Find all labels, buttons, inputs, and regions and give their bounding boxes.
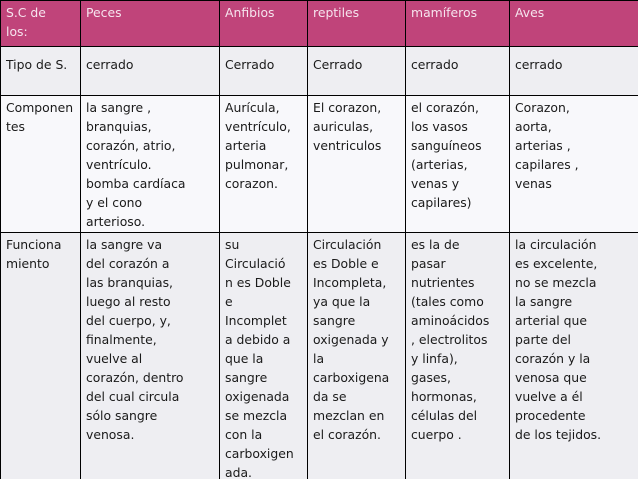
table-row-tipo (1, 47, 638, 96)
row-label-tipo: Tipo de S. (1, 47, 81, 96)
table-cell: la sangre va del corazón a las branquias, luego al resto del cuerpo, y, finalmente, vuelve al corazón, dentro del cual circula sólo sangre venosa. (81, 233, 220, 479)
table-cell: cerrado (406, 47, 510, 96)
header-cell-sc: S.C de los: (1, 1, 81, 47)
header-cell-peces: Peces (81, 1, 220, 47)
header-cell-mamiferos: mamíferos (406, 1, 510, 47)
table-cell: Corazon, aorta, arterias , capilares , venas (510, 96, 638, 233)
row-label-funcionamiento: Funciona miento (1, 233, 81, 479)
table-cell: cerrado (510, 47, 638, 96)
header-row (1, 1, 638, 47)
table-cell: el corazón, los vasos sanguíneos (arterias, venas y capilares) (406, 96, 510, 233)
row-label-componentes: Componen tes (1, 96, 81, 233)
table-cell: su Circulació n es Doble e Incomplet a debido a que la sangre oxigenada se mezcla con la carboxigen ada. (220, 233, 308, 479)
table-cell: es la de pasar nutrientes (tales como aminoácidos , electrolitos y linfa), gases, hormonas, células del cuerpo . (406, 233, 510, 479)
table-cell: la circulación es excelente, no se mezcla la sangre arterial que parte del corazón y la venosa que vuelve a él procedente de los tejidos. (510, 233, 638, 479)
table-row-componentes (1, 96, 638, 233)
header-cell-aves: Aves (510, 1, 638, 47)
table-cell: la sangre , branquias, corazón, atrio, ventrículo. bomba cardíaca y el cono arterioso. (81, 96, 220, 233)
table-cell: Cerrado (220, 47, 308, 96)
table-cell: El corazon, auriculas, ventriculos (308, 96, 406, 233)
table-cell: Cerrado (308, 47, 406, 96)
header-cell-reptiles: reptiles (308, 1, 406, 47)
table-cell: Circulación es Doble e Incompleta, ya que la sangre oxigenada y la carboxigena da se mezclan en el corazón. (308, 233, 406, 479)
table-cell: Aurícula, ventrículo, arteria pulmonar, corazon. (220, 96, 308, 233)
table-row-funcionamiento (1, 233, 638, 479)
table-cell: cerrado (81, 47, 220, 96)
header-cell-anfibios: Anfibios (220, 1, 308, 47)
